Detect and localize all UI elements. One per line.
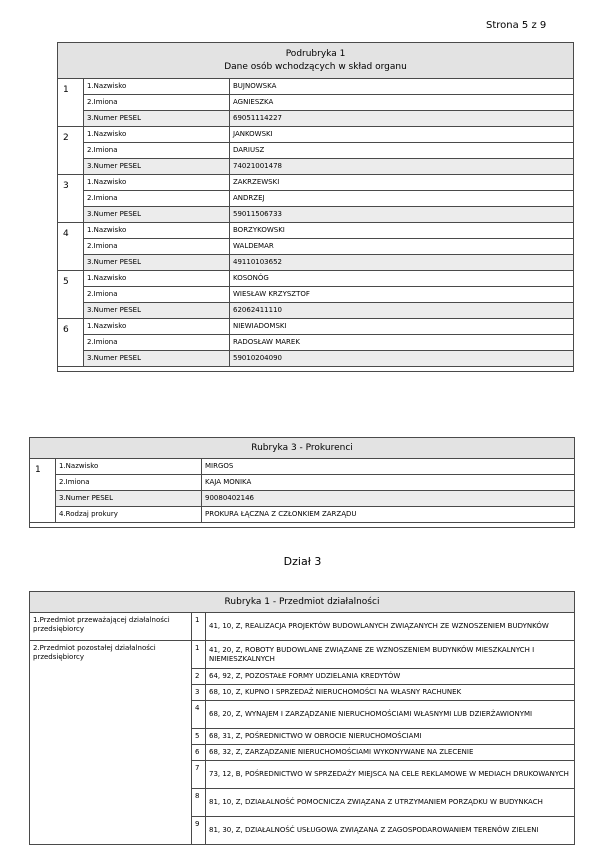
activity-text: 68, 20, Z, WYNAJEM I ZARZĄDZANIE NIERUCHOMOŚCIAMI WŁASNYMI LUB DZIERŻAWIONYMI	[206, 701, 575, 729]
person-row	[58, 351, 574, 367]
field-value: 62062411110	[230, 303, 574, 319]
przedmiot-header-row	[30, 592, 575, 613]
field-value: AGNIESZKA	[230, 95, 574, 111]
field-label: 3.Numer PESEL	[84, 303, 230, 319]
field-value: BORZYKOWSKI	[230, 223, 574, 239]
prokurent-index: 1	[30, 459, 56, 523]
field-label: 2.Imiona	[84, 143, 230, 159]
field-value: 90080402146	[202, 491, 575, 507]
field-value: WALDEMAR	[230, 239, 574, 255]
activity-text: 68, 10, Z, KUPNO I SPRZEDAŻ NIERUCHOMOŚCI NA WŁASNY RACHUNEK	[206, 685, 575, 701]
activity-group-label: 2.Przedmiot pozostałej działalności przedsiębiorcy	[30, 641, 192, 845]
person-index: 2	[58, 127, 84, 175]
persons-header-row	[58, 43, 574, 79]
person-index: 1	[58, 79, 84, 127]
person-row	[58, 303, 574, 319]
persons-table	[57, 42, 574, 372]
table-end-row	[58, 367, 574, 372]
field-value: PROKURA ŁĄCZNA Z CZŁONKIEM ZARZĄDU	[202, 507, 575, 523]
section-title: Dział 3	[283, 555, 322, 568]
field-value: 74021001478	[230, 159, 574, 175]
prokurent-row-rodzaj	[30, 507, 575, 523]
field-label: 3.Numer PESEL	[84, 207, 230, 223]
activity-number: 3	[192, 685, 206, 701]
field-value: WIESŁAW KRZYSZTOF	[230, 287, 574, 303]
field-value: ANDRZEJ	[230, 191, 574, 207]
field-label: 1.Nazwisko	[84, 79, 230, 95]
field-value: 59010204090	[230, 351, 574, 367]
person-row	[58, 287, 574, 303]
page-number: Strona 5 z 9	[486, 20, 547, 31]
activity-number: 9	[192, 817, 206, 845]
activity-text: 64, 92, Z, POZOSTAŁE FORMY UDZIELANIA KREDYTÓW	[206, 669, 575, 685]
field-label: 1.Nazwisko	[84, 271, 230, 287]
person-index: 5	[58, 271, 84, 319]
field-label: 1.Nazwisko	[84, 175, 230, 191]
field-value: JANKOWSKI	[230, 127, 574, 143]
person-row	[58, 223, 574, 239]
activity-text: 68, 31, Z, POŚREDNICTWO W OBROCIE NIERUCHOMOŚCIAMI	[206, 729, 575, 745]
field-value: MIRGOS	[202, 459, 575, 475]
prokurenci-header-row	[30, 438, 575, 459]
activity-number: 7	[192, 761, 206, 789]
field-label: 3.Numer PESEL	[84, 159, 230, 175]
person-row	[58, 207, 574, 223]
field-label: 1.Nazwisko	[56, 459, 202, 475]
prokurent-row-nazwisko	[30, 459, 575, 475]
activity-number: 6	[192, 745, 206, 761]
person-row	[58, 143, 574, 159]
field-label: 2.Imiona	[84, 335, 230, 351]
person-row	[58, 95, 574, 111]
table-end-row	[30, 523, 575, 528]
person-row	[58, 335, 574, 351]
person-row	[58, 127, 574, 143]
field-value: RADOSŁAW MAREK	[230, 335, 574, 351]
field-label: 1.Nazwisko	[84, 223, 230, 239]
field-value: BUJNOWSKA	[230, 79, 574, 95]
field-value: KAJA MONIKA	[202, 475, 575, 491]
activity-number: 4	[192, 701, 206, 729]
field-label: 2.Imiona	[84, 239, 230, 255]
field-value: 59011506733	[230, 207, 574, 223]
activity-group-label: 1.Przedmiot przeważającej działalności przedsiębiorcy	[30, 613, 192, 641]
activity-number: 2	[192, 669, 206, 685]
field-label: 2.Imiona	[84, 95, 230, 111]
persons-header	[58, 43, 574, 79]
table-end-cell	[58, 367, 574, 372]
person-row	[58, 191, 574, 207]
przedmiot-table	[29, 591, 575, 845]
przedmiot-title: Rubryka 1 - Przedmiot działalności	[30, 592, 575, 613]
prokurenci-table	[29, 437, 575, 528]
activity-text: 68, 32, Z, ZARZĄDZANIE NIERUCHOMOŚCIAMI WYKONYWANE NA ZLECENIE	[206, 745, 575, 761]
person-row	[58, 175, 574, 191]
person-row	[58, 255, 574, 271]
person-row	[58, 159, 574, 175]
field-value: DARIUSZ	[230, 143, 574, 159]
activity-number: 1	[192, 641, 206, 669]
activity-text: 73, 12, B, POŚREDNICTWO W SPRZEDAŻY MIEJSCA NA CELE REKLAMOWE W MEDIACH DRUKOWANYCH	[206, 761, 575, 789]
person-row	[58, 79, 574, 95]
activity-row	[30, 613, 575, 641]
field-value: NIEWIADOMSKI	[230, 319, 574, 335]
activity-text: 41, 20, Z, ROBOTY BUDOWLANE ZWIĄZANE ZE WZNOSZENIEM BUDYNKÓW MIESZKALNYCH I NIEMIESZKALNYCH	[206, 641, 575, 669]
persons-subtitle: Dane osób wchodzących w skład organu	[224, 61, 407, 72]
field-label: 3.Numer PESEL	[84, 351, 230, 367]
activity-text: 81, 10, Z, DZIAŁALNOŚĆ POMOCNICZA ZWIĄZANA Z UTRZYMANIEM PORZĄDKU W BUDYNKACH	[206, 789, 575, 817]
person-row	[58, 239, 574, 255]
activity-text: 41, 10, Z, REALIZACJA PROJEKTÓW BUDOWLANYCH ZWIĄZANYCH ZE WZNOSZENIEM BUDYNKÓW	[206, 613, 575, 641]
person-index: 3	[58, 175, 84, 223]
field-value: KOSONÓG	[230, 271, 574, 287]
person-row	[58, 319, 574, 335]
field-label: 1.Nazwisko	[84, 319, 230, 335]
activity-number: 1	[192, 613, 206, 641]
field-label: 1.Nazwisko	[84, 127, 230, 143]
activity-number: 8	[192, 789, 206, 817]
person-row	[58, 111, 574, 127]
prokurenci-title: Rubryka 3 - Prokurenci	[30, 438, 575, 459]
field-value: ZAKRZEWSKI	[230, 175, 574, 191]
persons-title: Podrubryka 1	[285, 49, 346, 60]
person-row	[58, 271, 574, 287]
person-index: 6	[58, 319, 84, 367]
field-label: 3.Numer PESEL	[56, 491, 202, 507]
activity-row	[30, 641, 575, 669]
field-label: 2.Imiona	[84, 287, 230, 303]
activity-number: 5	[192, 729, 206, 745]
prokurent-row-imiona	[30, 475, 575, 491]
field-label: 3.Numer PESEL	[84, 255, 230, 271]
field-label: 2.Imiona	[56, 475, 202, 491]
field-value: 49110103652	[230, 255, 574, 271]
prokurent-row-pesel	[30, 491, 575, 507]
field-label: 4.Rodzaj prokury	[56, 507, 202, 523]
field-value: 69051114227	[230, 111, 574, 127]
field-label: 3.Numer PESEL	[84, 111, 230, 127]
field-label: 2.Imiona	[84, 191, 230, 207]
person-index: 4	[58, 223, 84, 271]
activity-text: 81, 30, Z, DZIAŁALNOŚĆ USŁUGOWA ZWIĄZANA Z ZAGOSPODAROWANIEM TERENÓW ZIELENI	[206, 817, 575, 845]
